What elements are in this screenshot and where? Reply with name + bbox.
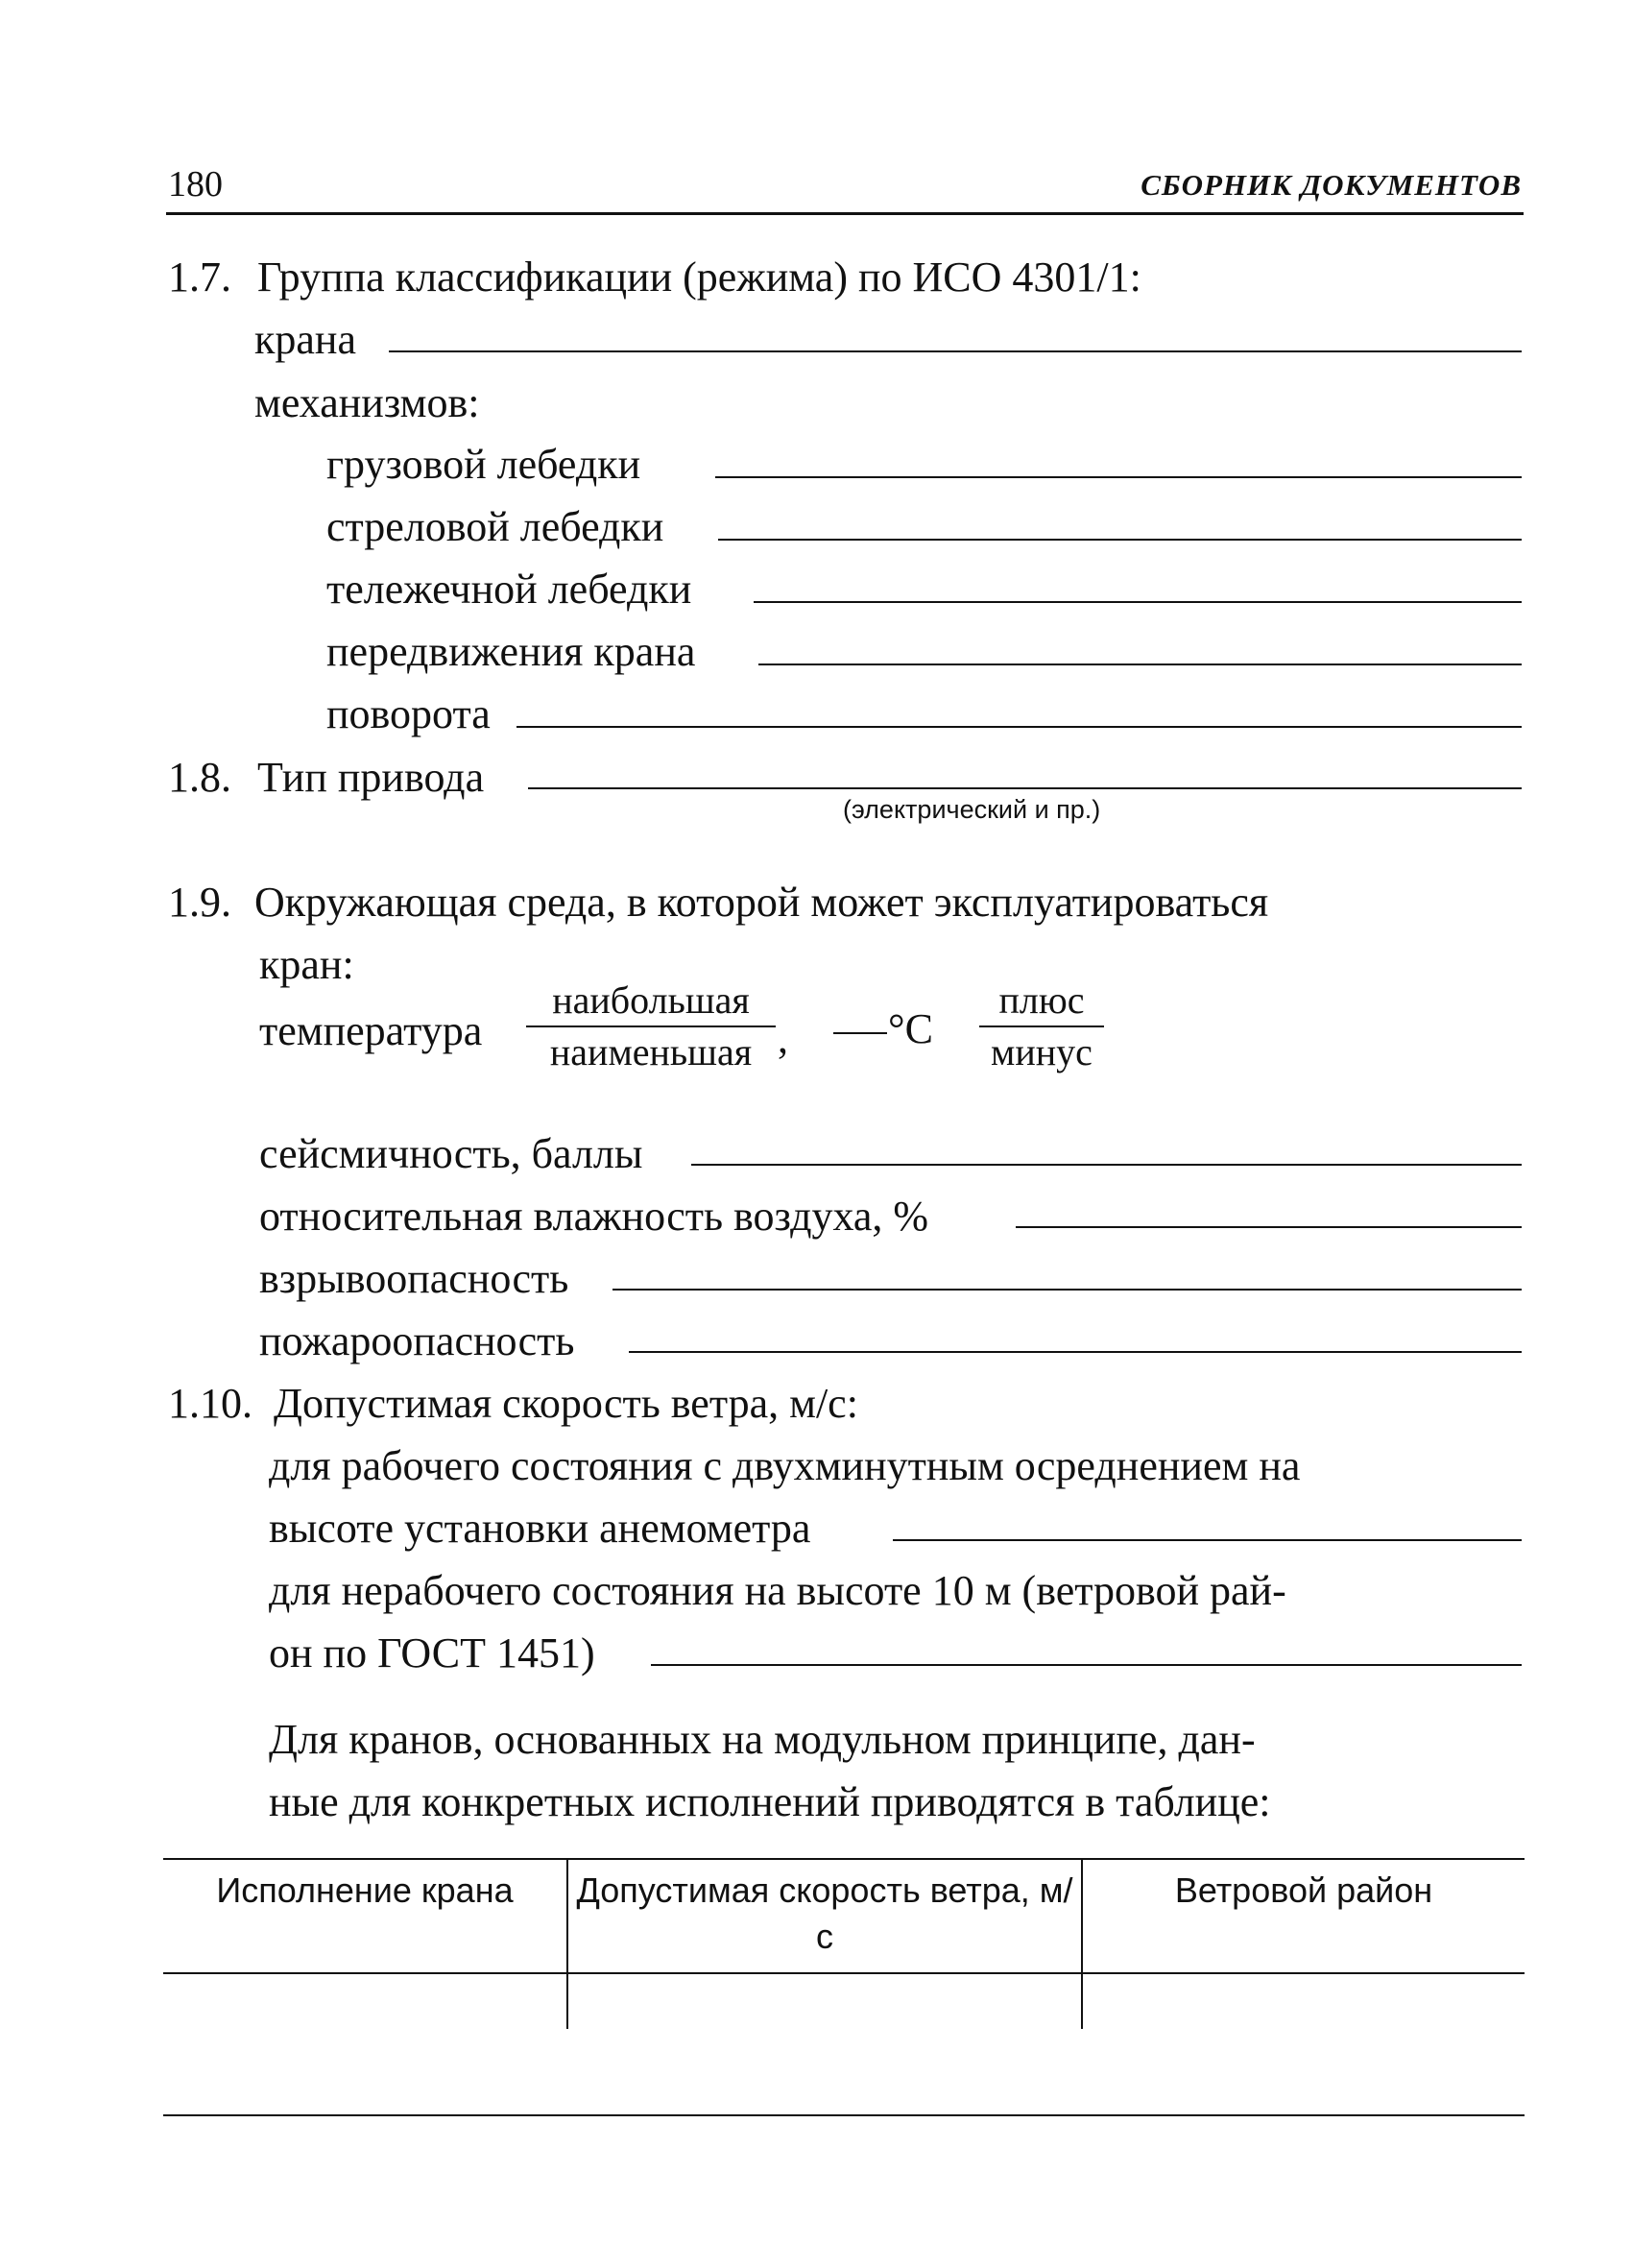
explosion-hazard-label: взрывоопасность bbox=[259, 1255, 569, 1302]
trolley-winch-field[interactable] bbox=[754, 601, 1522, 603]
table-column-divider bbox=[566, 1858, 568, 2029]
section-1-10-title: Допустимая скорость ветра, м/с: bbox=[274, 1380, 858, 1427]
trolley-winch-label: тележечной лебедки bbox=[326, 566, 692, 613]
drive-type-label: Тип привода bbox=[257, 754, 485, 801]
fire-hazard-label: пожароопасность bbox=[259, 1317, 575, 1364]
working-wind-field[interactable] bbox=[893, 1539, 1522, 1541]
temperature-sign-bar bbox=[979, 1025, 1104, 1027]
seismicity-field[interactable] bbox=[691, 1164, 1522, 1166]
section-1-9-number: 1.9. bbox=[168, 879, 231, 926]
slewing-field[interactable] bbox=[516, 726, 1522, 728]
drive-type-field[interactable] bbox=[528, 787, 1522, 789]
humidity-label: относительная влажность воздуха, % bbox=[259, 1193, 929, 1240]
drive-type-caption: (электрический и пр.) bbox=[843, 795, 1101, 824]
section-1-7-title: Группа классификации (режима) по ИСО 4301/1: bbox=[257, 253, 1141, 301]
fire-hazard-field[interactable] bbox=[629, 1351, 1522, 1353]
crane-class-field[interactable] bbox=[389, 350, 1522, 352]
modular-note-line1: Для кранов, основанных на модульном принципе, дан- bbox=[269, 1716, 1256, 1763]
nonworking-wind-line1: для нерабочего состояния на высоте 10 м (ветровой рай- bbox=[269, 1567, 1286, 1614]
temperature-min-label: наименьшая bbox=[549, 1030, 753, 1074]
nonworking-wind-field[interactable] bbox=[651, 1664, 1522, 1666]
temperature-comma: , bbox=[778, 1015, 788, 1062]
boom-winch-field[interactable] bbox=[718, 539, 1522, 541]
seismicity-label: сейсмичность, баллы bbox=[259, 1130, 643, 1177]
table-top-rule bbox=[163, 1858, 1525, 1860]
table-header-wind-speed: Допустимая скорость ветра, м/с bbox=[576, 1870, 1073, 1956]
section-1-8-number: 1.8. bbox=[168, 754, 231, 801]
section-1-7-number: 1.7. bbox=[168, 253, 231, 301]
table-column-divider bbox=[1081, 1858, 1083, 2029]
travel-field[interactable] bbox=[758, 664, 1522, 665]
working-wind-line1: для рабочего состояния с двухминутным осреднением на bbox=[269, 1442, 1301, 1489]
travel-label: передвижения крана bbox=[326, 628, 696, 675]
page-number: 180 bbox=[168, 164, 223, 205]
boom-winch-label: стреловой лебедки bbox=[326, 503, 664, 550]
hoist-winch-label: грузовой лебедки bbox=[326, 441, 641, 488]
section-1-9-title-cont: кран: bbox=[259, 941, 354, 988]
temperature-minus-label: минус bbox=[991, 1030, 1093, 1074]
temperature-plus-label: плюс bbox=[998, 978, 1085, 1022]
slewing-label: поворота bbox=[326, 690, 491, 737]
table-bottom-rule bbox=[163, 2114, 1525, 2116]
modular-note-line2: ные для конкретных исполнений приводятся в таблице: bbox=[269, 1778, 1271, 1825]
running-title: СБОРНИК ДОКУМЕНТОВ bbox=[1141, 168, 1522, 202]
temperature-value-field[interactable] bbox=[833, 1032, 887, 1034]
humidity-field[interactable] bbox=[1016, 1226, 1522, 1228]
temperature-label: температура bbox=[259, 1007, 483, 1054]
table-header-wind-region: Ветровой район bbox=[1174, 1870, 1433, 1910]
table-header-crane-version: Исполнение крана bbox=[216, 1870, 514, 1910]
temperature-max-label: наибольшая bbox=[552, 978, 750, 1022]
hoist-winch-field[interactable] bbox=[715, 476, 1522, 478]
temperature-fraction-bar bbox=[526, 1025, 776, 1027]
nonworking-wind-line2: он по ГОСТ 1451) bbox=[269, 1629, 595, 1677]
table-header-rule bbox=[163, 1972, 1525, 1974]
explosion-hazard-field[interactable] bbox=[612, 1289, 1522, 1291]
section-1-10-number: 1.10. bbox=[168, 1380, 252, 1427]
temperature-unit: °С bbox=[888, 1005, 933, 1052]
mechanisms-label: механизмов: bbox=[254, 379, 480, 426]
working-wind-line2: высоте установки анемометра bbox=[269, 1505, 811, 1552]
header-rule bbox=[166, 212, 1524, 215]
crane-class-label: крана bbox=[254, 316, 356, 363]
section-1-9-title: Окружающая среда, в которой может эксплуатироваться bbox=[254, 879, 1269, 926]
